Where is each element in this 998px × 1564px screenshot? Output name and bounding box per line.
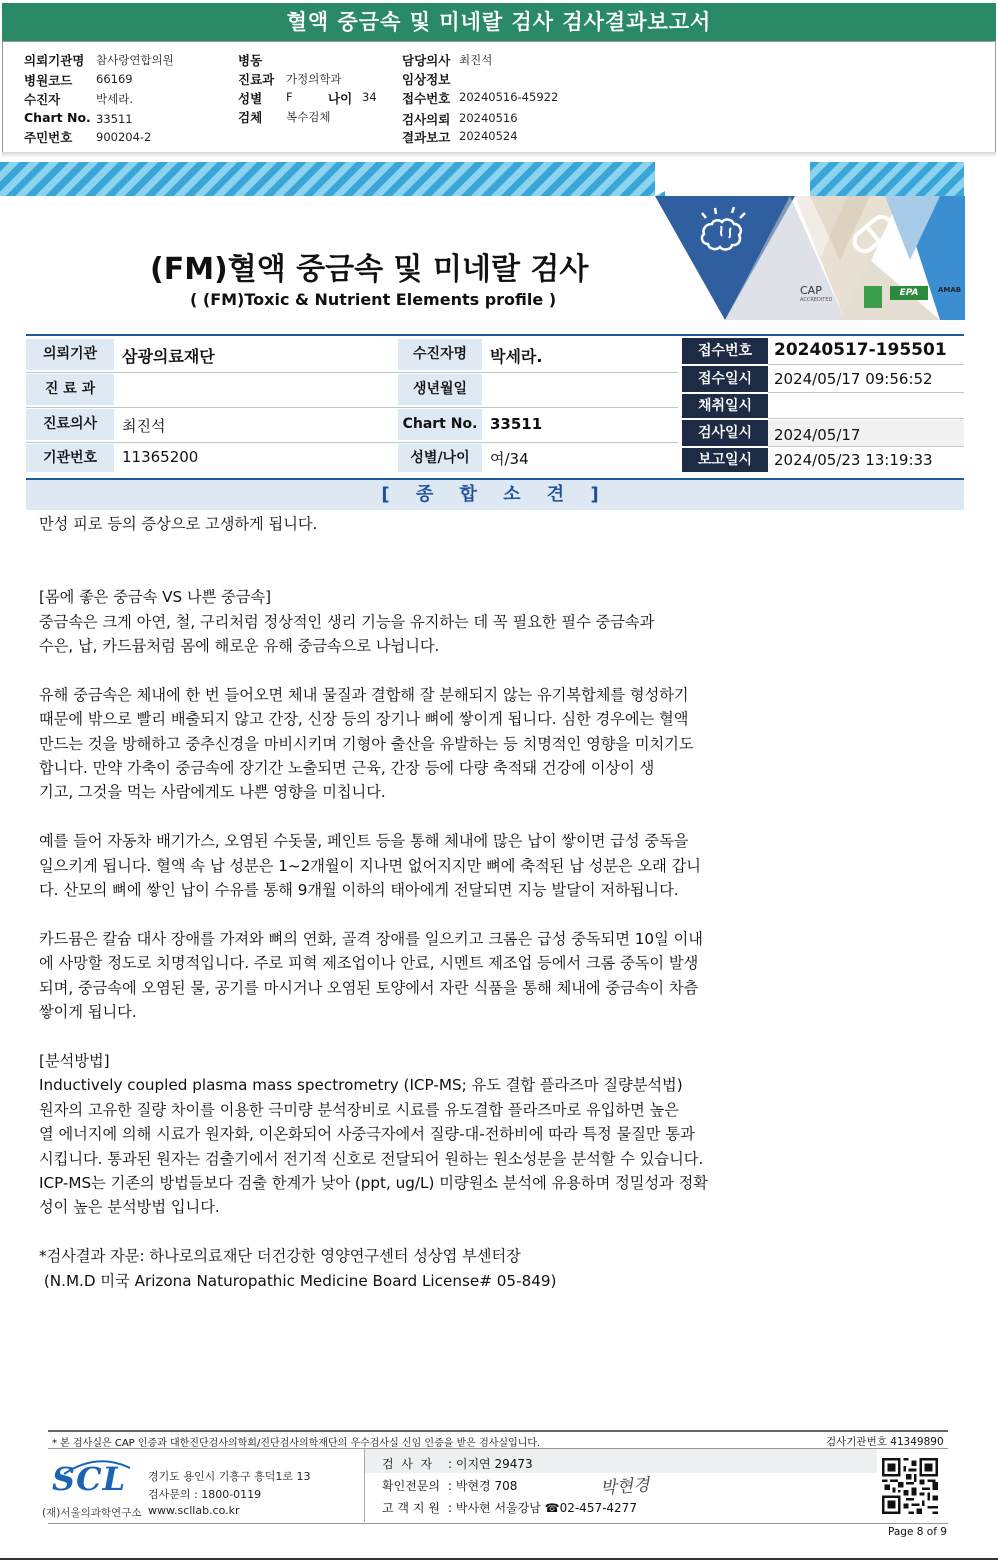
body-line [39,805,779,829]
header-key: 성별 [238,91,263,106]
header-value: 66169 [96,72,133,86]
header-value: F [286,90,293,104]
body-line: 만성 피로 등의 증상으로 고생하게 됩니다. [39,515,318,533]
info-key: 성별/나이 [398,444,482,472]
body-line: [분석방법] [39,1051,110,1070]
header-value: 20240516-45922 [459,90,559,104]
scl-logo-swoosh [62,1458,132,1478]
staff-value: : 박현경 708 [448,1479,518,1493]
body-line: 합니다. 만약 가축이 중금속에 장기간 노출되면 근육, 간장 등에 다량 축적돼 건강에 이상이 생 [39,759,655,778]
header-key: 수진자 [24,92,61,107]
body-line: 중금속은 크게 아연, 철, 구리처럼 정상적인 생리 기능을 유지하는 데 꼭 필요한 필수 중금속과 [39,612,655,631]
body-line: 시킵니다. 통과된 원자는 검출기에서 전기적 신호로 전달되어 원하는 원소성분을 분석할 수 있습니다. [39,1149,704,1168]
info-value: 33511 [490,415,543,433]
header-key: 결과보고 [402,130,451,145]
body-line: Inductively coupled plasma mass spectrometry (ICP-MS; 유도 결합 플라즈마 질량분석법) [39,1076,683,1095]
body-line [39,903,779,927]
header-key: Chart No. [24,110,91,125]
info-key: 접수번호 [682,338,768,364]
header-key: 병원코드 [24,73,73,88]
epa-logo: EPA [890,286,928,300]
header-value: 참사랑연합의원 [96,53,174,67]
info-key: 진료의사 [26,409,114,440]
header-key: 검체 [238,110,263,125]
row-divider [26,442,678,443]
header-value: 20240524 [459,129,518,143]
amab-logo: AMAB [938,286,962,294]
info-value: 20240517-195501 [774,340,947,360]
report-subtitle: ( (FM)Toxic & Nutrient Elements profile ) [190,290,557,309]
body-line [39,561,779,585]
lab-phone: 검사문의 : 1800-0119 [148,1488,262,1501]
brain-icon [694,206,754,258]
header-value: 33511 [96,112,133,126]
report-title: 혈액 중금속 및 미네랄 검사 검사결과보고서 [2,3,996,41]
staff-label: 고 객 지 원 [382,1501,440,1515]
info-value: 박세라. [490,347,543,366]
body-line: 열 에너지에 의해 시료가 원자화, 이온화되어 사중극자에서 질량-대-전하비에 따라 특정 물질만 통과 [39,1125,695,1144]
cap-logo: CAP [800,284,822,297]
body-line: 성이 높은 분석방법 입니다. [39,1198,220,1217]
info-key: 진 료 과 [26,374,114,405]
header-value: 최진석 [459,53,493,67]
header-key: 주민번호 [24,130,73,145]
body-line [39,536,779,560]
staff-label: 검 사 자 [382,1457,433,1471]
page-number: Page 8 of 9 [888,1526,947,1538]
body-line: 되며, 중금속에 오염된 물, 공기를 마시거나 오염된 토양에서 자란 식품을 통해 체내에 중금속이 차츰 [39,978,699,997]
row-divider [26,407,678,408]
body-line: 원자의 고유한 질량 차이를 이용한 극미량 분석장비로 시료를 유도결합 플라즈마로 유입하면 높은 [39,1100,679,1119]
header-value: 복수검체 [286,110,331,124]
body-line [39,658,779,682]
info-value: 2024/05/17 09:56:52 [774,370,933,388]
header-key: 병동 [238,53,263,68]
body-line: 때문에 밖으로 빨리 배출되지 않고 간장, 신장 등의 장기나 뼈에 쌓이게 됩니다. 심한 경우에는 혈액 [39,710,689,729]
header-key: 검사의뢰 [402,112,451,127]
right-top-border [682,334,964,336]
info-value: 여/34 [490,450,529,468]
info-key: 기관번호 [26,444,114,472]
opinion-header: [ 종 합 소 견 ] [26,478,964,510]
body-line: 다. 산모의 뼈에 쌓인 납이 수유를 통해 9개월 이하의 태아에게 전달되면 지능 발달이 저하됩니다. [39,881,679,900]
body-line: 만드는 것을 방해하고 중추신경을 마비시키며 기형아 출산을 유발하는 등 치명적인 영향을 미치기도 [39,734,694,753]
cap-accredited-text: ACCREDITED [800,297,833,303]
body-line: ICP-MS는 기존의 방법들보다 검출 한계가 낮아 (ppt, ug/L) 미량원소 분석에 유용하며 정밀성과 정확 [39,1173,708,1192]
scl-subtitle: (재)서울의과학연구소 [42,1507,142,1519]
body-line [39,1220,779,1244]
header-value: 박세라. [96,92,133,106]
info-value: 2024/05/17 [774,426,861,444]
info-value: 2024/05/23 13:19:33 [774,451,933,469]
header-key: 접수번호 [402,91,451,106]
header-value: 20240516 [459,111,518,125]
row-divider [768,364,964,365]
footer-staff-shade [365,1449,877,1473]
staff-value: : 박사현 서울강남 ☎02-457-4277 [448,1501,637,1515]
lab-id: 검사기관번호 41349890 [826,1436,944,1448]
info-key: 검사일시 [682,420,768,446]
lab-address: 경기도 용인시 기흥구 흥덕1로 13 [148,1470,311,1483]
lab-website[interactable]: www.scllab.co.kr [148,1504,240,1517]
qr-code-icon[interactable] [882,1458,938,1514]
report-main-title: (FM)혈액 중금속 및 미네랄 검사 [150,252,589,287]
info-key: 의뢰기관 [26,339,114,370]
body-line: 카드뮴은 칼슘 대사 장애를 가져와 뼈의 연화, 골격 장애를 일으키고 크롬은 급성 중독되면 10일 이내 [39,929,703,948]
info-value: 최진석 [122,417,166,435]
header-key: 나이 [328,91,353,106]
footer-note: * 본 검사실은 CAP 인증과 대한진단검사의학회/진단검사의학재단의 우수검사실 신임 인증을 받은 검사실입니다. [52,1438,541,1449]
staff-label: 확인전문의 [382,1479,440,1493]
body-line: (N.M.D 미국 Arizona Naturopathic Medicine Board License# 05-849) [39,1271,557,1290]
lm-logo [864,286,882,308]
capsule-icon [848,210,898,258]
header-value: 34 [362,90,377,104]
doctor-signature: 박현경 [599,1475,651,1499]
row-divider [768,392,964,393]
row-divider [768,446,964,447]
header-value: 가정의학과 [286,72,342,86]
info-key: 생년월일 [398,374,482,405]
body-line: 수은, 납, 카드뮴처럼 몸에 해로운 유해 중금속으로 나뉩니다. [39,637,440,656]
banner-stripe [0,162,665,196]
header-shadow [2,152,996,158]
staff-value: : 이지연 29473 [448,1457,533,1471]
info-key: 채취일시 [682,394,768,418]
info-key: Chart No. [398,409,482,440]
body-line [39,1025,779,1049]
header-key: 의뢰기관명 [24,53,85,68]
info-key: 접수일시 [682,366,768,392]
body-line: 쌓이게 됩니다. [39,1003,137,1022]
accreditation-logos [798,284,964,314]
body-line: 기고, 그것을 먹는 사람에게도 나쁜 영향을 미칩니다. [39,783,386,802]
info-key: 수진자명 [398,339,482,370]
body-line: *검사결과 자문: 하나로의료재단 더건강한 영양연구센터 성상엽 부센터장 [39,1247,521,1266]
row-divider [26,372,678,373]
body-line: 예를 들어 자동차 배기가스, 오염된 수돗물, 페인트 등을 통해 체내에 많은 납이 쌓이면 급성 중독을 [39,832,689,851]
page-bottom-line [0,1558,998,1560]
header-key: 담당의사 [402,53,451,68]
info-value: 11365200 [122,448,199,466]
header-key: 임상정보 [402,72,451,87]
footer-line [48,1430,948,1432]
header-value: 900204-2 [96,130,152,144]
body-line: 일으키게 됩니다. 혈액 속 납 성분은 1~2개월이 지나면 없어지지만 뼈에 축적된 납 성분은 오래 갑니 [39,856,701,875]
header-key: 진료과 [238,72,275,87]
row-divider [768,418,964,419]
opinion-body [39,512,779,1293]
body-line: 에 사망할 정도로 치명적입니다. 주로 피혁 제조업이나 안료, 시멘트 제조업 등에서 크롬 중독이 발생 [39,954,699,973]
body-line: [몸에 좋은 중금속 VS 나쁜 중금속] [39,588,272,607]
info-key: 보고일시 [682,448,768,472]
body-line: 유해 중금속은 체내에 한 번 들어오면 체내 물질과 결합해 잘 분해되지 않는 유기복합체를 형성하기 [39,685,689,704]
info-value: 삼광의료재단 [122,347,215,366]
scl-logo: SCL [52,1460,127,1498]
